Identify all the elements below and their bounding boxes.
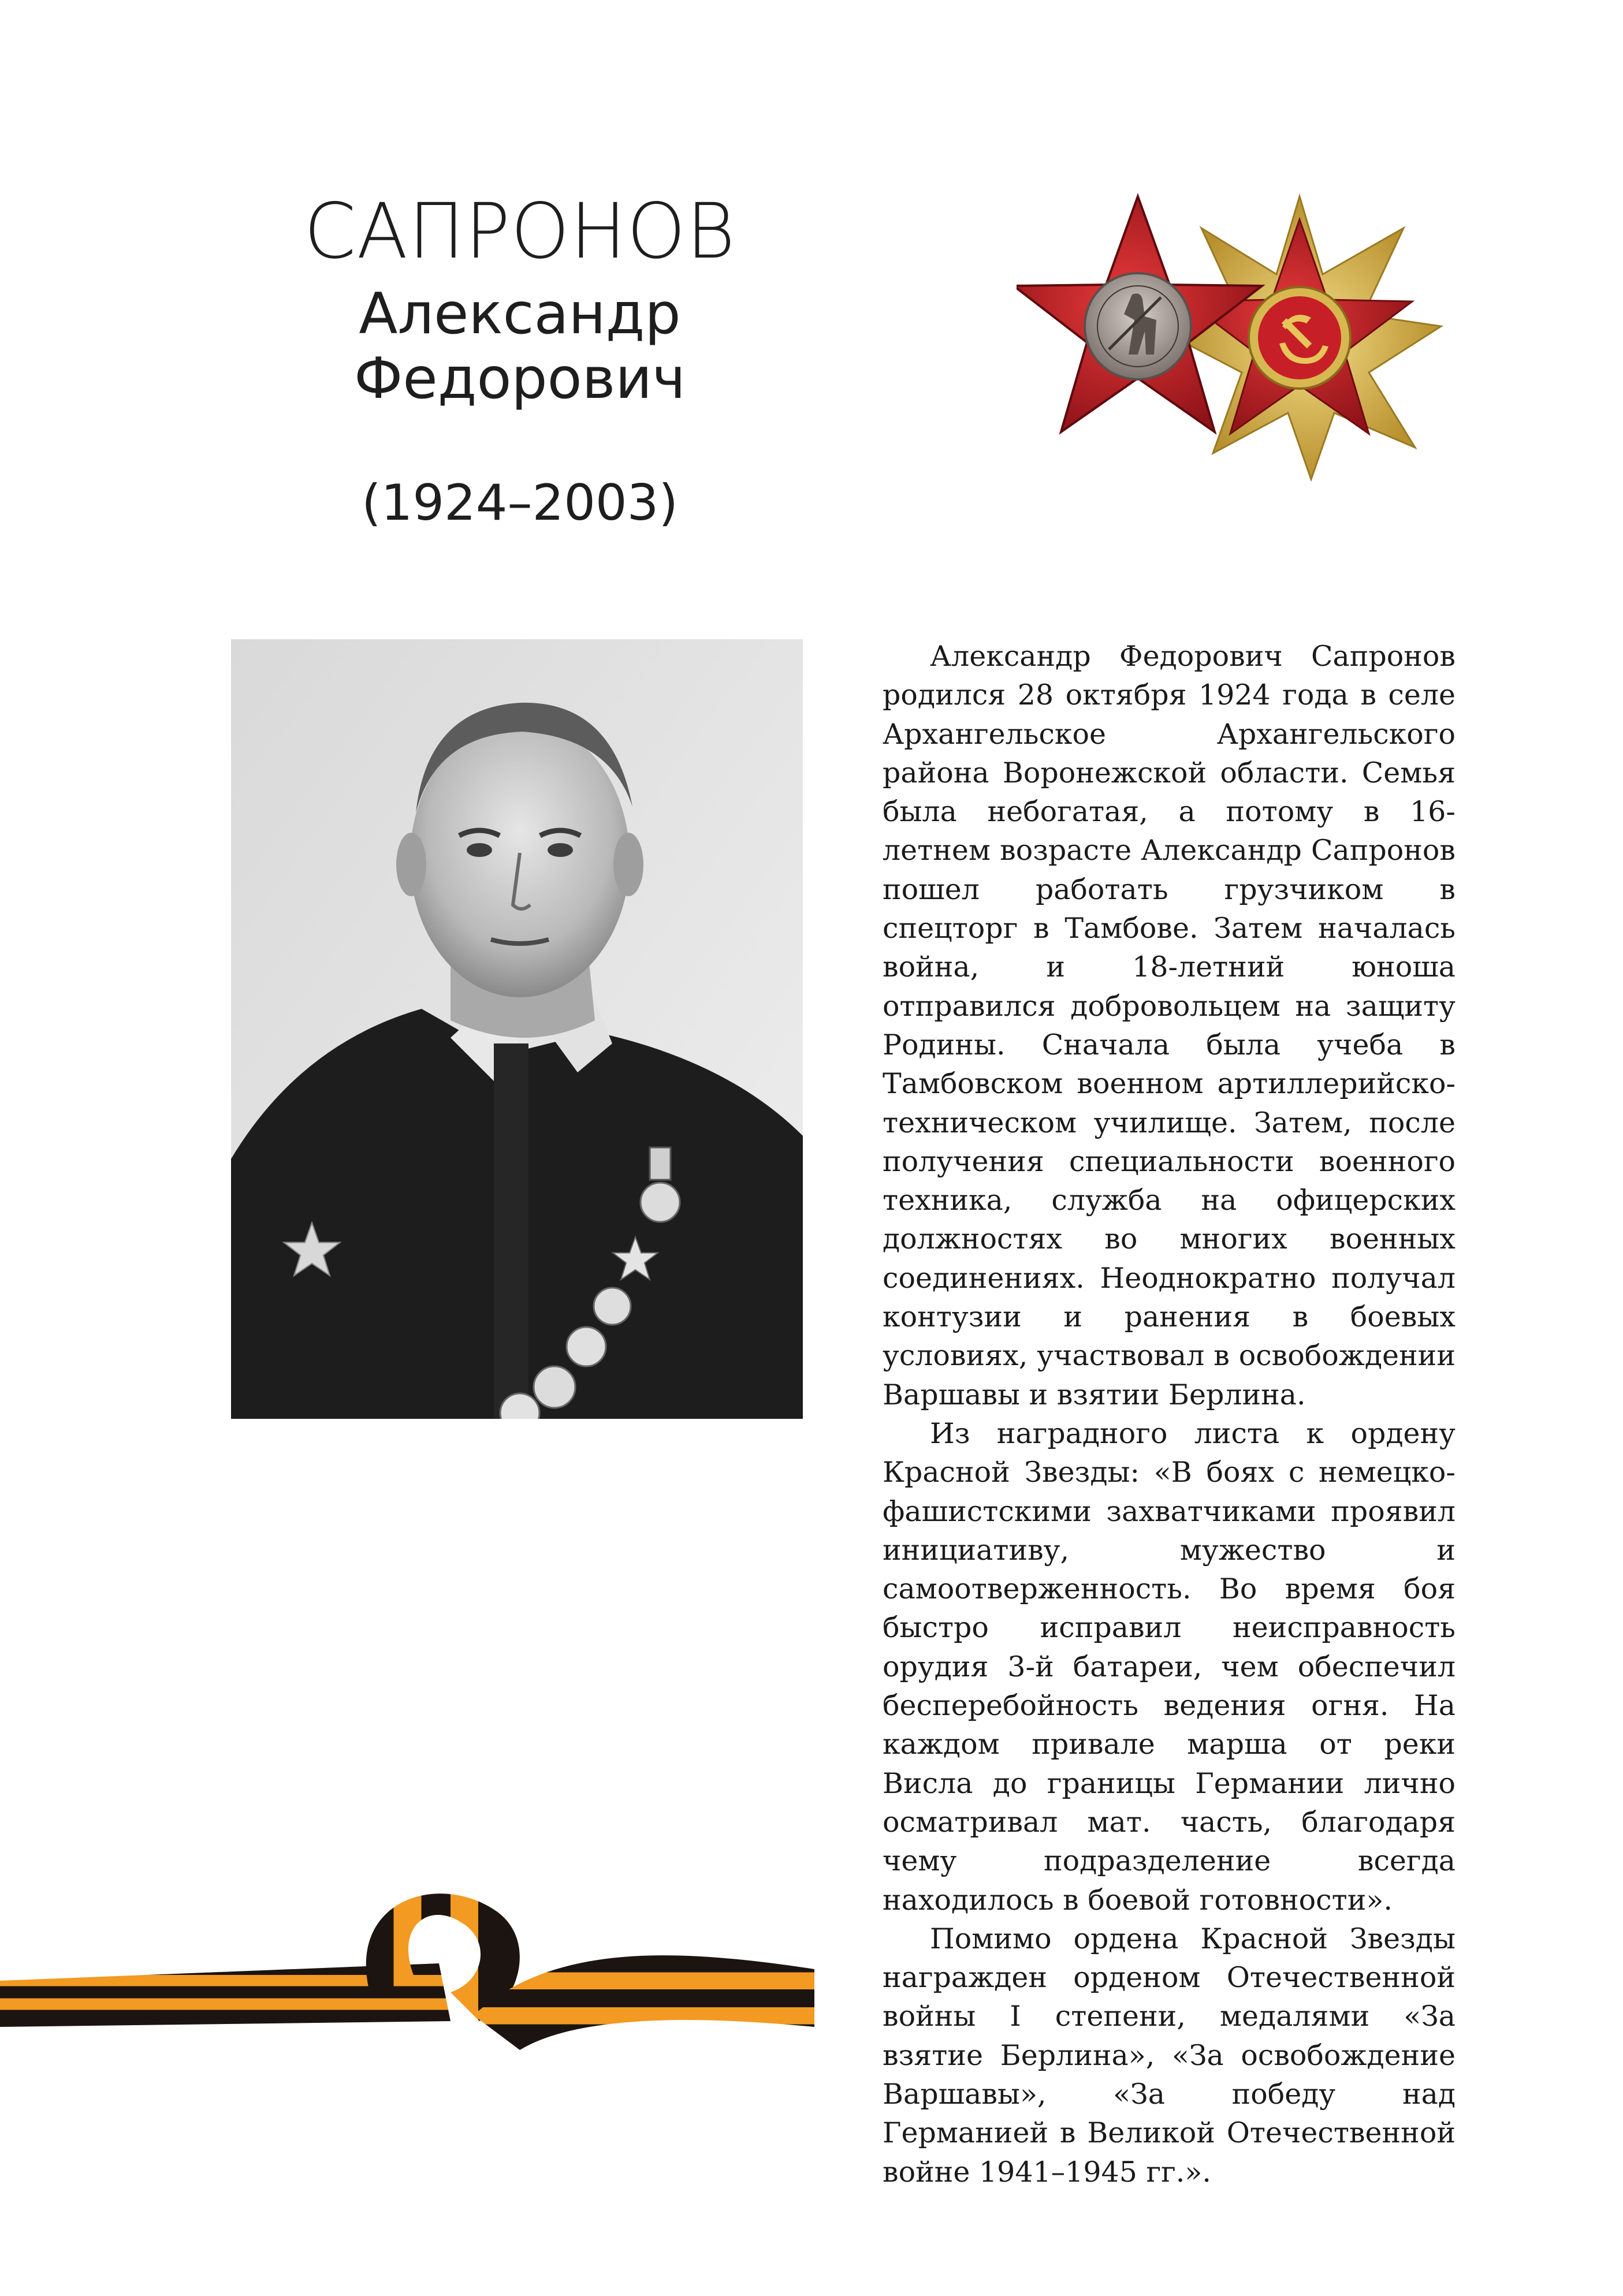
person-first-name: Александр (359, 281, 681, 347)
biography-paragraph: Александр Федорович Сапронов родился 28 октября 1924 года в селе Архангельское Архангельского района Воронежской области. Семья была небогатая, а потому в 16-летнем возрасте Александр Сапронов пошел работать грузчиком в спецторг в Тамбове. Затем началась война, и 18-летний юноша отправился добровольцем на защиту Родины. Сначала была учеба в Тамбовском военном артиллерийско-техническом училище. Затем, после получения специальности военного техника, служба на офицерских должностях во многих военных соединениях. Неоднократно получал контузии и ранения в боевых условиях, участвовал в освобождении Варшавы и взятии Берлина. (883, 640, 1456, 1411)
life-years: (1924–2003) (362, 474, 678, 532)
biography-paragraph: Помимо ордена Красной Звезды награжден орденом Отечественной войны I степени, медалями «За взятие Берлина», «За освобождение Варшавы», «За победу над Германией в Великой Отечественной войне 1941–1945 гг.». (883, 1922, 1456, 2189)
biography-text (883, 637, 1456, 2191)
person-surname: САПРОНОВ (304, 187, 736, 276)
portrait-photo (231, 639, 803, 1419)
person-patronymic: Федорович (354, 346, 686, 412)
orders-icon (1017, 185, 1467, 485)
st-george-ribbon (0, 1877, 814, 2073)
biography-paragraph: Из наградного листа к ордену Красной Звезды: «В боях с немецко-фашистскими захватчиками проявил инициативу, мужество и самоотверженность. Во время боя быстро исправил неисправность орудия 3-й батареи, чем обеспечил бесперебойность ведения огня. На каждом привале марша от реки Висла до границы Германии лично осматривал мат. часть, благодаря чему подразделение всегда находилось в боевой готовности». (883, 1417, 1456, 1917)
